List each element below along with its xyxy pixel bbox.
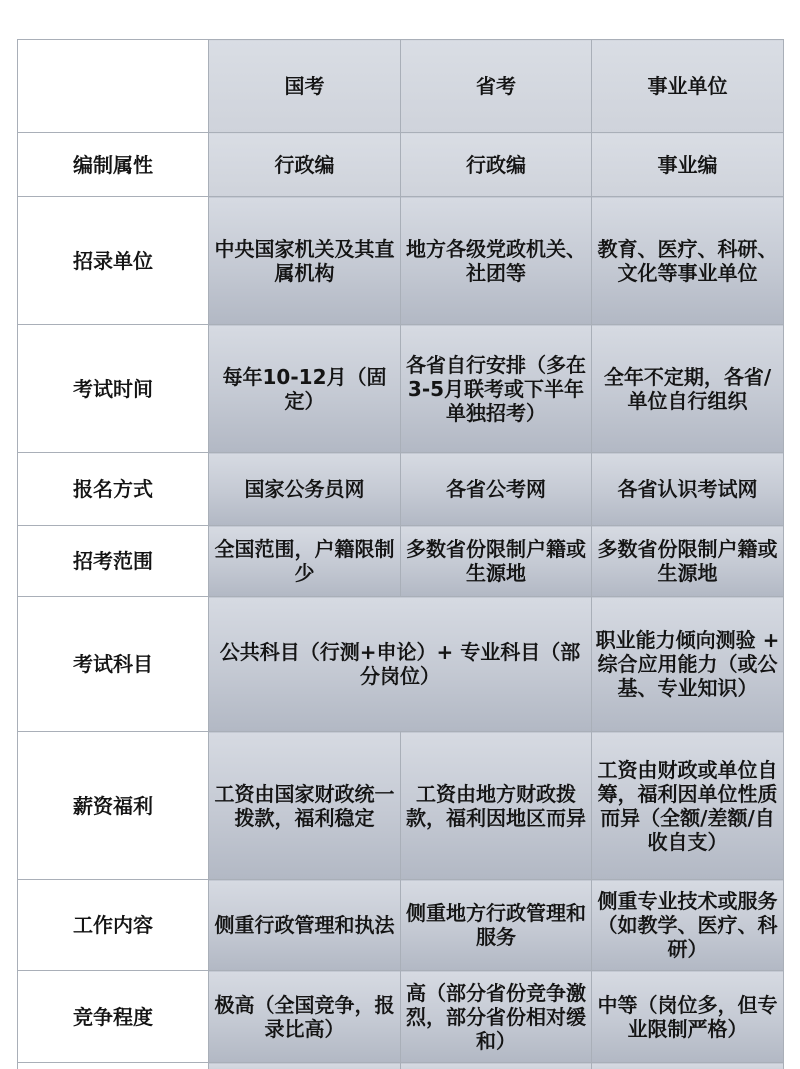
table-cell: 工资由财政或单位自筹，福利因单位性质而异（全额/差额/自收自支） <box>592 732 784 880</box>
row-label: 招考范围 <box>18 526 209 597</box>
table-cell: 行政编 <box>209 133 401 197</box>
table-cell-empty <box>401 1063 592 1069</box>
row-label: 编制属性 <box>18 133 209 197</box>
row-label: 竞争程度 <box>18 971 209 1063</box>
header-blank-cell <box>18 40 209 133</box>
table-cell: 工资由国家财政统一拨款，福利稳定 <box>209 732 401 880</box>
column-header-shengkao: 省考 <box>401 40 592 133</box>
table-cell: 侧重专业技术或服务（如教学、医疗、科研） <box>592 880 784 971</box>
table-cell-empty <box>209 1063 401 1069</box>
table-row <box>18 453 784 526</box>
table-row <box>18 880 784 971</box>
table-cell: 教育、医疗、科研、文化等事业单位 <box>592 197 784 325</box>
table-cell: 侧重行政管理和执法 <box>209 880 401 971</box>
table-row <box>18 597 784 732</box>
table-row <box>18 325 784 453</box>
column-header-shiye: 事业单位 <box>592 40 784 133</box>
table-cell: 侧重地方行政管理和服务 <box>401 880 592 971</box>
table-cell-empty <box>592 1063 784 1069</box>
table-cell: 全国范围，户籍限制少 <box>209 526 401 597</box>
row-label: 薪资福利 <box>18 732 209 880</box>
table-cell: 各省认识考试网 <box>592 453 784 526</box>
table-row <box>18 197 784 325</box>
table-cell: 事业编 <box>592 133 784 197</box>
row-label: 招录单位 <box>18 197 209 325</box>
row-label-empty <box>18 1063 209 1069</box>
table-cell: 多数省份限制户籍或生源地 <box>401 526 592 597</box>
table-cell: 行政编 <box>401 133 592 197</box>
table-cell: 多数省份限制户籍或生源地 <box>592 526 784 597</box>
table-cell: 极高（全国竞争，报录比高） <box>209 971 401 1063</box>
comparison-table <box>17 39 784 1069</box>
table-cell: 职业能力倾向测验 + 综合应用能力（或公基、专业知识） <box>592 597 784 732</box>
table-cell: 地方各级党政机关、社团等 <box>401 197 592 325</box>
table-cell: 全年不定期，各省/单位自行组织 <box>592 325 784 453</box>
table-row <box>18 732 784 880</box>
merged-cell: 公共科目（行测+申论）+ 专业科目（部分岗位） <box>209 597 592 732</box>
table-cell: 工资由地方财政拨款，福利因地区而异 <box>401 732 592 880</box>
table-row-partial <box>18 1063 784 1069</box>
table-row <box>18 526 784 597</box>
row-label: 考试科目 <box>18 597 209 732</box>
table-cell: 高（部分省份竞争激烈，部分省份相对缓和） <box>401 971 592 1063</box>
table-cell: 每年10-12月（固定） <box>209 325 401 453</box>
row-label: 考试时间 <box>18 325 209 453</box>
table-row <box>18 971 784 1063</box>
table-cell: 中央国家机关及其直属机构 <box>209 197 401 325</box>
table-cell: 各省自行安排（多在3-5月联考或下半年单独招考） <box>401 325 592 453</box>
table-cell: 各省公考网 <box>401 453 592 526</box>
header-row <box>18 40 784 133</box>
row-label: 工作内容 <box>18 880 209 971</box>
table-cell: 中等（岗位多，但专业限制严格） <box>592 971 784 1063</box>
column-header-guokao: 国考 <box>209 40 401 133</box>
table-cell: 国家公务员网 <box>209 453 401 526</box>
row-label: 报名方式 <box>18 453 209 526</box>
table-row <box>18 133 784 197</box>
